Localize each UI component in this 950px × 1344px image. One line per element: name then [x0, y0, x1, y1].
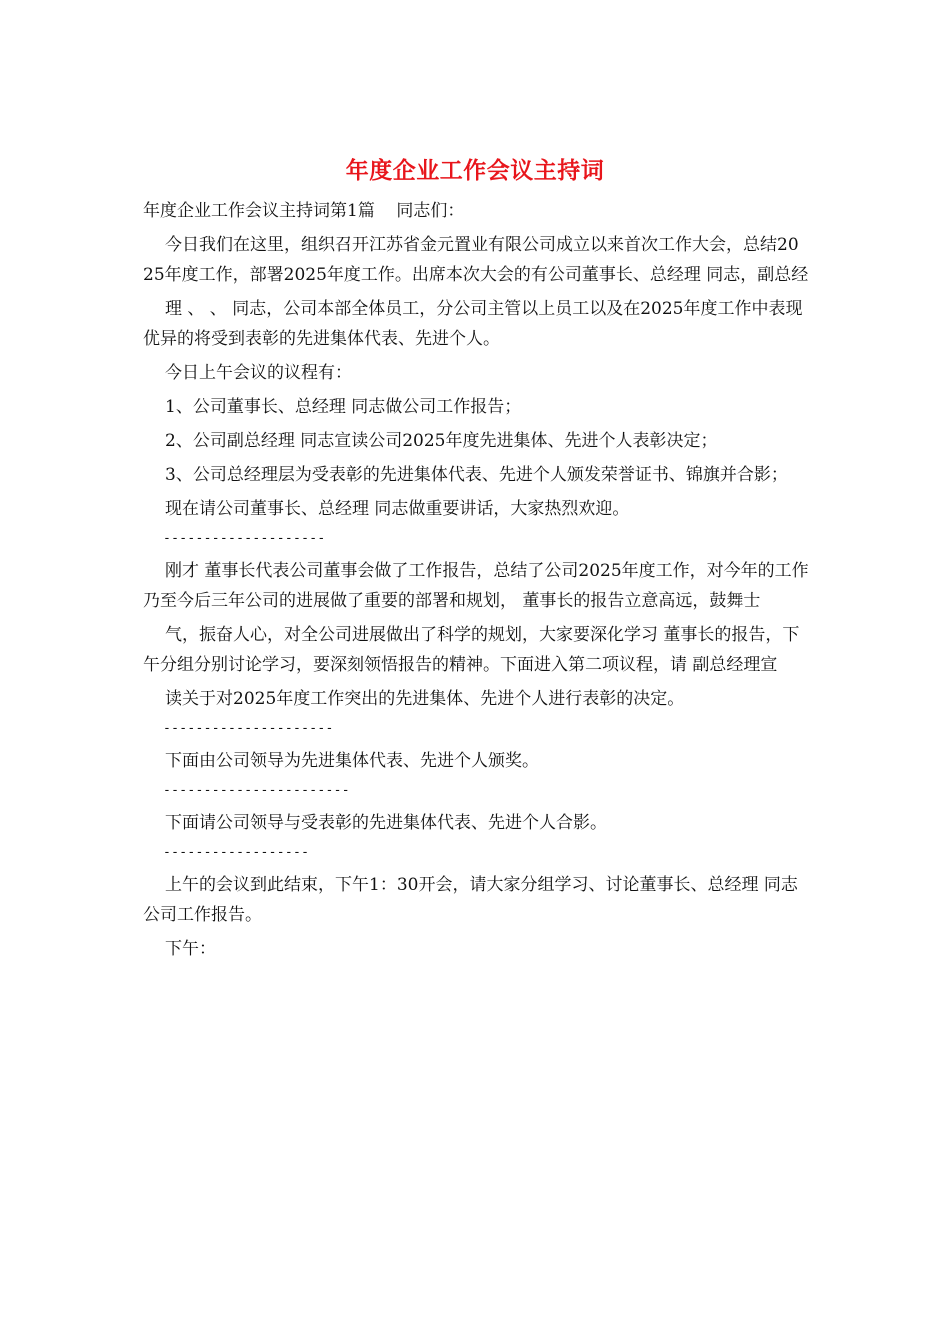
paragraph-intro: 今日我们在这里，组织召开江苏省金元置业有限公司成立以来首次工作大会，总结2025年度工作，部署2025年度工作。出席本次大会的有公司董事长、总经理 同志，副总经 — [143, 235, 809, 285]
paragraph-awards: 下面由公司领导为先进集体代表、先进个人颁奖。 — [165, 751, 539, 771]
agenda-item-1: 1、公司董事长、总经理 同志做公司工作报告； — [165, 397, 522, 417]
separator-line: ------------------ — [163, 845, 310, 860]
paragraph-commendation: 读关于对2025年度工作突出的先进集体、先进个人进行表彰的决定。 — [165, 689, 685, 709]
paragraph-report-summary: 刚才 董事长代表公司董事会做了工作报告，总结了公司2025年度工作，对今年的工作乃至今后三年公司的进展做了重要的部署和规划， 董事长的报告立意高远，鼓舞士 — [143, 561, 809, 611]
paragraph-group-photo: 下面请公司领导与受表彰的先进集体代表、先进个人合影。 — [165, 813, 607, 833]
separator-line: ----------------------- — [163, 783, 350, 798]
paragraph-morning-close: 上午的会议到此结束，下午1：30开会，请大家分组学习、讨论董事长、总经理 同志公司工作报告。 — [143, 875, 798, 925]
paragraph-invite-speech: 现在请公司董事长、总经理 同志做重要讲话，大家热烈欢迎。 — [165, 499, 630, 519]
paragraph-attendees: 理 、 、 同志，公司本部全体员工，分公司主管以上员工以及在2025年度工作中表现优异的将受到表彰的先进集体代表、先进个人。 — [143, 299, 803, 349]
document-title: 年度企业工作会议主持词 — [345, 157, 605, 184]
agenda-item-3: 3、公司总经理层为受表彰的先进集体代表、先进个人颁发荣誉证书、锦旗并合影； — [165, 465, 788, 485]
paragraph-encourage-study: 气，振奋人心，对全公司进展做出了科学的规划，大家要深化学习 董事长的报告，下午分组分别讨论学习，要深刻领悟报告的精神。下面进入第二项议程，请 副总经理宣 — [143, 625, 800, 675]
separator-line: --------------------- — [163, 721, 334, 736]
agenda-item-2: 2、公司副总经理 同志宣读公司2025年度先进集体、先进个人表彰决定； — [165, 431, 718, 451]
paragraph-agenda-heading: 今日上午会议的议程有： — [165, 363, 352, 383]
document-body — [143, 196, 809, 968]
opening-line: 年度企业工作会议主持词第1篇 同志们： — [143, 201, 465, 221]
separator-line: -------------------- — [163, 531, 326, 546]
paragraph-afternoon: 下午： — [165, 939, 216, 959]
